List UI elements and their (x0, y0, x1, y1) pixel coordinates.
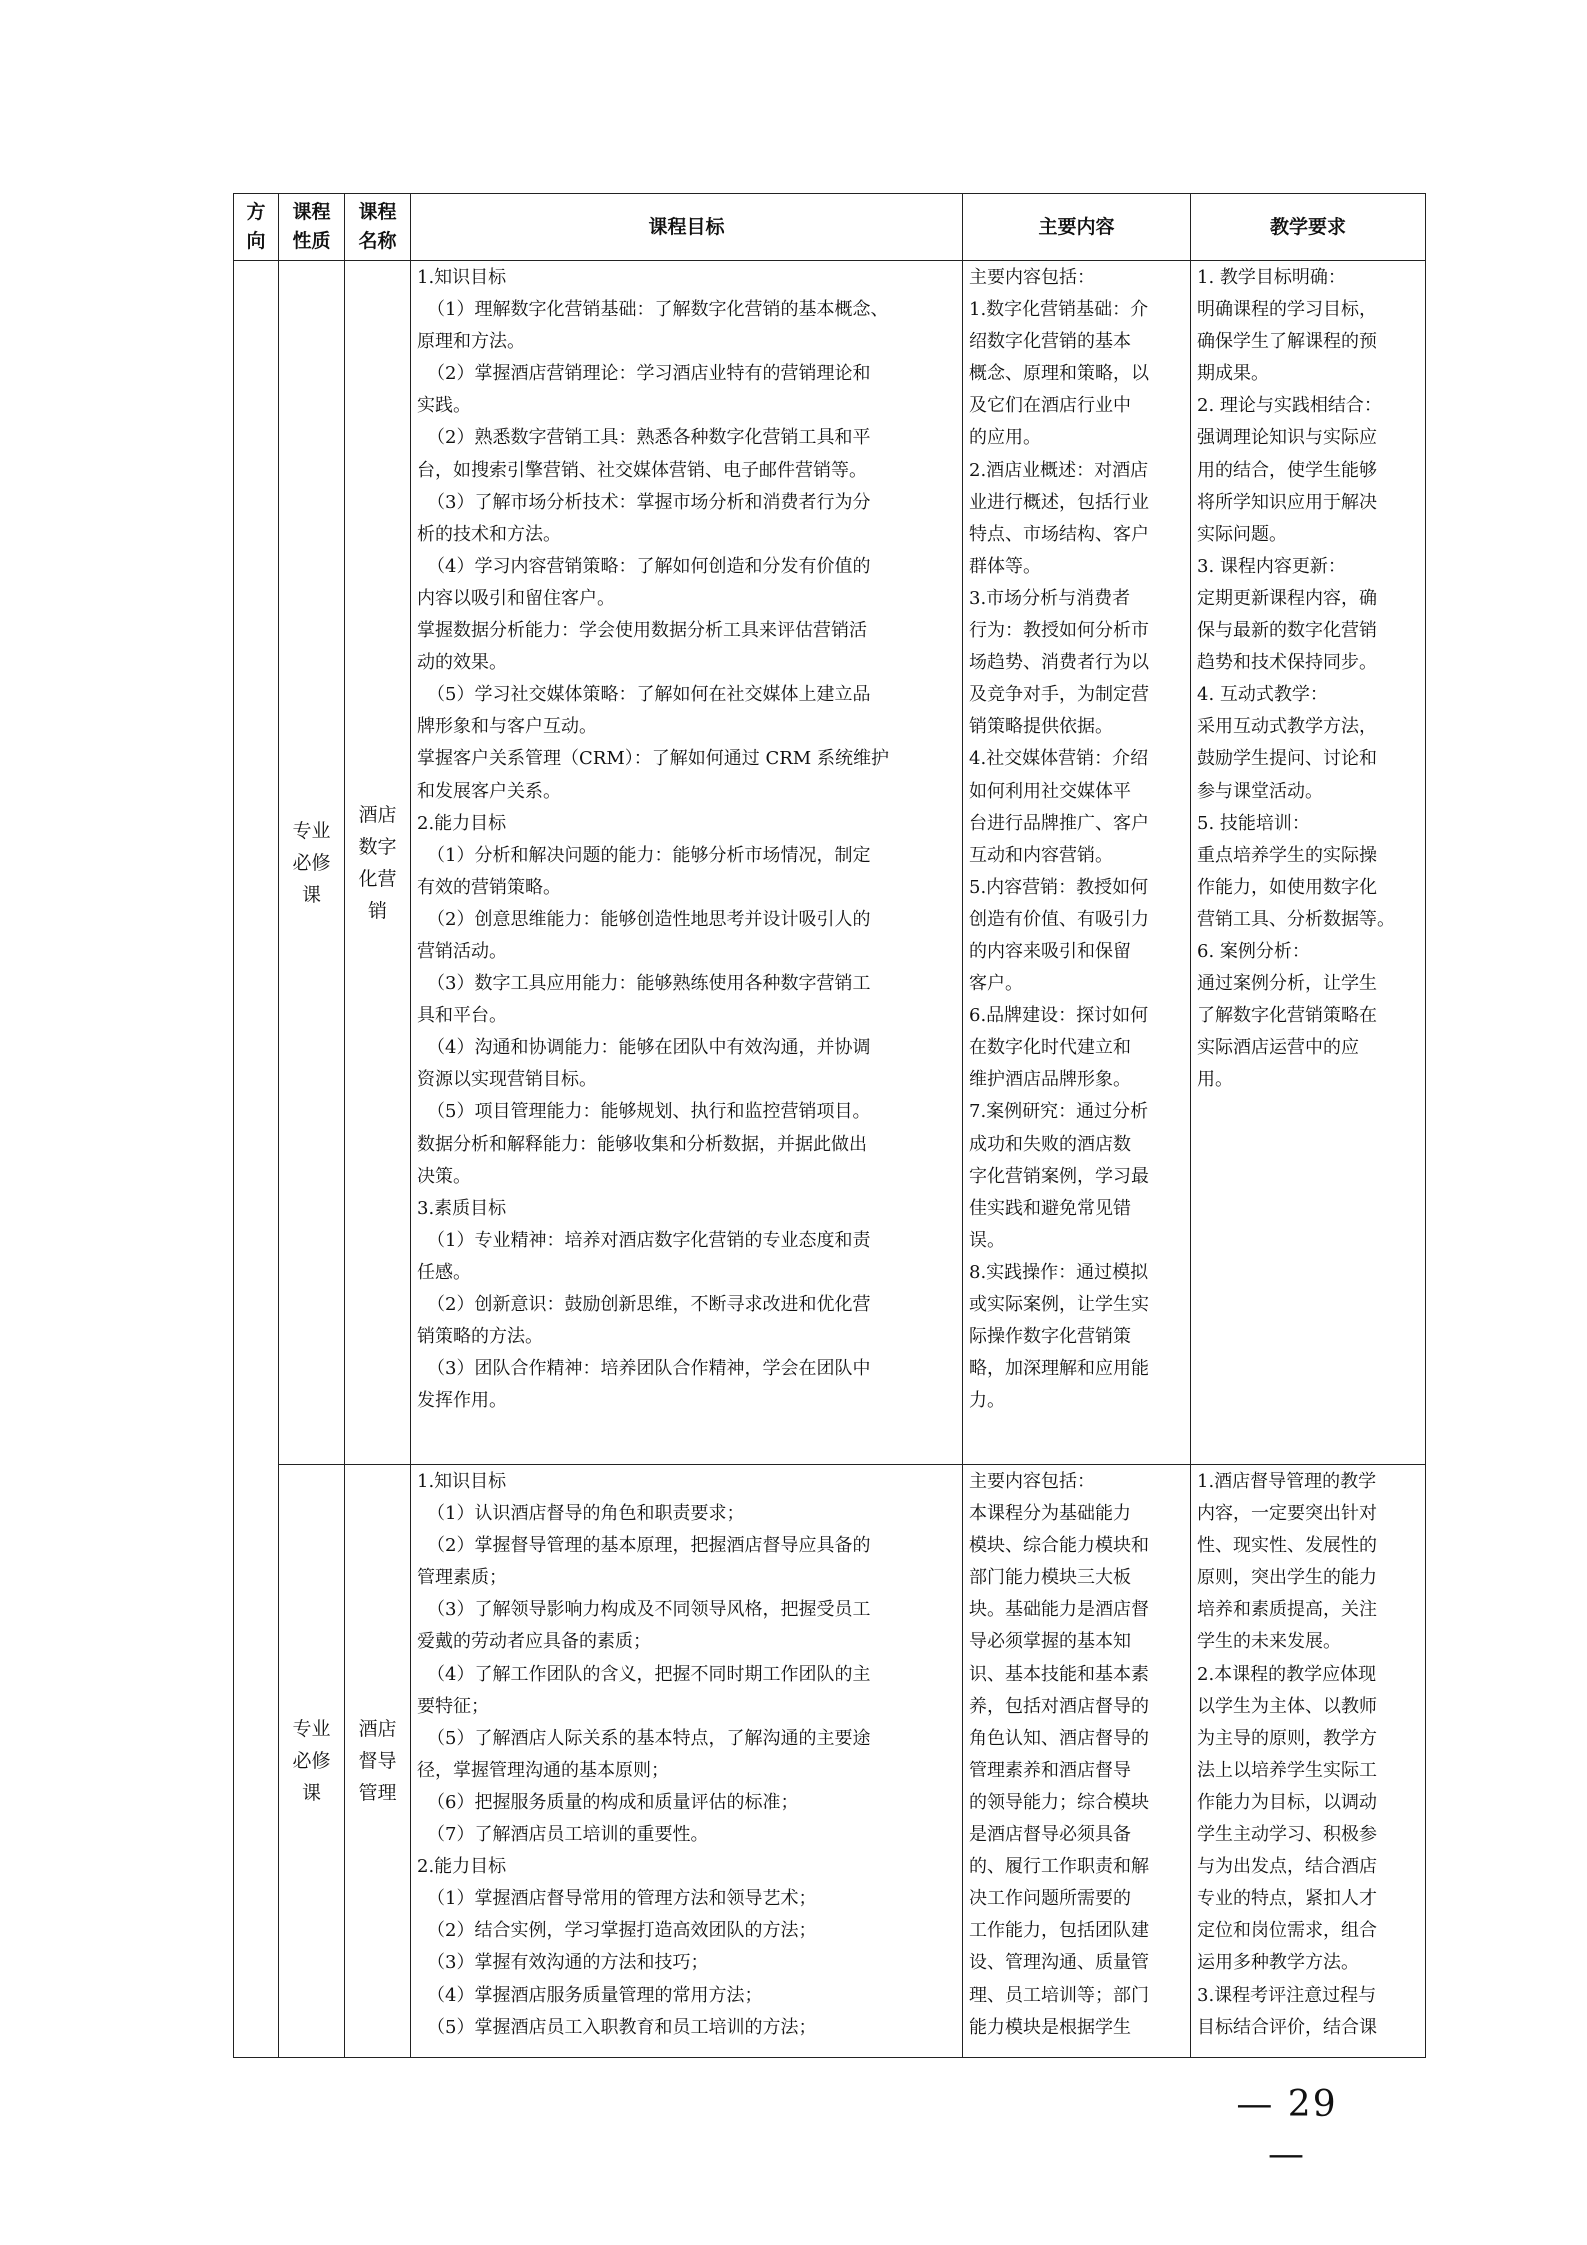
text-line: 实际酒店运营中的应 (1197, 1037, 1359, 1059)
text-line: 任感。 (417, 1261, 471, 1283)
text-line: 为主导的原则，教学方 (1197, 1727, 1377, 1749)
text-line: 动的效果。 (417, 652, 507, 674)
text-line: 通过案例分析，让学生 (1197, 973, 1377, 995)
header-row (234, 194, 1426, 261)
course-goals-cell (411, 1465, 963, 2058)
text-line: 2.能力目标 (417, 812, 507, 834)
text-line: （4）了解工作团队的含义，把握不同时期工作团队的主 (427, 1663, 871, 1685)
text-line: 设、管理沟通、质量管 (969, 1952, 1149, 1974)
course-nature-cell: 专业 必修 课 (279, 261, 345, 1465)
text-line: 定位和岗位需求，组合 (1197, 1920, 1377, 1942)
text-line: （4）沟通和协调能力：能够在团队中有效沟通，并协调 (427, 1037, 871, 1059)
text-line: 客户。 (969, 973, 1023, 995)
text-line: 3.市场分析与消费者 (969, 587, 1131, 609)
text-line: （5）学习社交媒体策略：了解如何在社交媒体上建立品 (427, 684, 871, 706)
text-line: （1）理解数字化营销基础：了解数字化营销的基本概念、 (427, 299, 889, 321)
text-line: 2.本课程的教学应体现 (1197, 1663, 1377, 1685)
text-line: 是酒店督导必须具备 (969, 1824, 1131, 1846)
text-line: 如何利用社交媒体平 (969, 780, 1131, 802)
text-line: （4）掌握酒店服务质量管理的常用方法； (427, 1984, 763, 2006)
text-line: 数据分析和解释能力：能够收集和分析数据，并据此做出 (417, 1133, 867, 1155)
teaching-requirements-cell (1191, 261, 1426, 1465)
text-line: 7.案例研究：通过分析 (969, 1101, 1149, 1123)
text-line: （4）学习内容营销策略：了解如何创造和分发有价值的 (427, 555, 871, 577)
text-line: 径，掌握管理沟通的基本原则； (417, 1759, 669, 1781)
text-line: 用的结合，使学生能够 (1197, 459, 1377, 481)
text-line: 5. 技能培训： (1197, 812, 1310, 834)
text-line: 资源以实现营销目标。 (417, 1069, 597, 1091)
text-line: 导必须掌握的基本知 (969, 1631, 1131, 1653)
text-line: 本课程分为基础能力 (969, 1503, 1131, 1525)
text-line: 略，加深理解和应用能 (969, 1358, 1149, 1380)
text-line: 模块、综合能力模块和 (969, 1535, 1149, 1557)
table-row (234, 1465, 1426, 2058)
text-line: 学生主动学习、积极参 (1197, 1824, 1377, 1846)
text-line: 用。 (1197, 1069, 1233, 1091)
text-line: 力。 (969, 1390, 1005, 1412)
header-main-content: 主要内容 (963, 194, 1191, 261)
direction-cell (234, 261, 279, 2058)
text-line: （6）把握服务质量的构成和质量评估的标准； (427, 1791, 799, 1813)
text-line: 维护酒店品牌形象。 (969, 1069, 1131, 1091)
text-line: 2. 理论与实践相结合： (1197, 395, 1382, 417)
text-line: 行为：教授如何分析市 (969, 620, 1149, 642)
text-line: 实践。 (417, 395, 471, 417)
text-line: （3）了解领导影响力构成及不同领导风格，把握受员工 (427, 1599, 871, 1621)
text-line: 及它们在酒店行业中 (969, 395, 1131, 417)
text-line: 趋势和技术保持同步。 (1197, 652, 1377, 674)
text-line: 以学生为主体、以教师 (1197, 1695, 1377, 1717)
text-line: 4.社交媒体营销：介绍 (969, 748, 1149, 770)
text-line: 原理和方法。 (417, 331, 525, 353)
text-line: 1.知识目标 (417, 1471, 507, 1492)
text-line: 台，如搜索引擎营销、社交媒体营销、电子邮件营销等。 (417, 459, 867, 481)
text-line: 2.酒店业概述：对酒店 (969, 459, 1149, 481)
header-course-goals: 课程目标 (411, 194, 963, 261)
text-line: 3.课程考评注意过程与 (1197, 1984, 1377, 2006)
text-line: 际操作数字化营销策 (969, 1326, 1131, 1348)
text-line: 掌握客户关系管理（CRM）：了解如何通过 CRM 系统维护 (417, 748, 889, 770)
text-line: 与为出发点，结合酒店 (1197, 1856, 1377, 1878)
text-line: 定期更新课程内容，确 (1197, 587, 1377, 609)
text-line: 主要内容包括： (969, 1471, 1095, 1492)
text-line: 决工作问题所需要的 (969, 1888, 1131, 1910)
text-line: 明确课程的学习目标， (1197, 299, 1377, 321)
text-line: 识、基本技能和基本素 (969, 1663, 1149, 1685)
text-line: 或实际案例，让学生实 (969, 1294, 1149, 1315)
text-line: 析的技术和方法。 (417, 523, 561, 545)
text-line: 的、履行工作职责和解 (969, 1856, 1149, 1878)
text-line: （1）分析和解决问题的能力：能够分析市场情况，制定 (427, 844, 871, 866)
text-line: 重点培养学生的实际操 (1197, 844, 1377, 866)
text-line: 场趋势、消费者行为以 (969, 652, 1149, 674)
text-line: 块。基础能力是酒店督 (969, 1599, 1149, 1621)
teaching-requirements-cell (1191, 1465, 1426, 2058)
text-line: （2）掌握督导管理的基本原理，把握酒店督导应具备的 (427, 1535, 871, 1557)
text-line: 掌握数据分析能力：学会使用数据分析工具来评估营销活 (417, 620, 867, 642)
text-line: 1.酒店督导管理的教学 (1197, 1471, 1377, 1492)
text-line: 创造有价值、有吸引力 (969, 908, 1149, 930)
text-line: （2）掌握酒店营销理论：学习酒店业特有的营销理论和 (427, 363, 871, 385)
text-line: （2）创意思维能力：能够创造性地思考并设计吸引人的 (427, 908, 871, 930)
text-line: 采用互动式教学方法， (1197, 716, 1377, 738)
text-line: 管理素养和酒店督导 (969, 1759, 1131, 1781)
text-line: 原则，突出学生的能力 (1197, 1567, 1377, 1589)
header-direction: 方 向 (234, 194, 279, 261)
header-course-nature: 课程 性质 (279, 194, 345, 261)
text-line: 培养和素质提高，关注 (1197, 1599, 1377, 1621)
text-line: （5）项目管理能力：能够规划、执行和监控营销项目。 (427, 1101, 871, 1123)
text-line: 1.知识目标 (417, 267, 507, 288)
text-line: （1）认识酒店督导的角色和职责要求； (427, 1503, 745, 1525)
text-line: 6. 案例分析： (1197, 940, 1310, 962)
text-line: 在数字化时代建立和 (969, 1037, 1131, 1059)
text-line: 绍数字化营销的基本 (969, 331, 1131, 353)
course-table (233, 193, 1426, 2058)
text-line: 养，包括对酒店督导的 (969, 1695, 1149, 1717)
text-line: 的领导能力；综合模块 (969, 1791, 1149, 1813)
text-line: 1. 教学目标明确： (1197, 267, 1346, 288)
text-line: 佳实践和避免常见错 (969, 1197, 1131, 1219)
text-line: 运用多种教学方法。 (1197, 1952, 1359, 1974)
header-teaching-requirements: 教学要求 (1191, 194, 1426, 261)
text-line: 8.实践操作：通过模拟 (969, 1261, 1149, 1283)
text-line: 部门能力模块三大板 (969, 1567, 1131, 1589)
text-line: 3.素质目标 (417, 1197, 507, 1219)
text-line: 3. 课程内容更新： (1197, 555, 1346, 577)
text-line: 决策。 (417, 1165, 471, 1187)
text-line: 保与最新的数字化营销 (1197, 620, 1377, 642)
text-line: 误。 (969, 1229, 1005, 1251)
header-course-name: 课程 名称 (345, 194, 411, 261)
text-line: （3）了解市场分析技术：掌握市场分析和消费者行为分 (427, 491, 871, 513)
text-line: 字化营销案例，学习最 (969, 1165, 1149, 1187)
text-line: 作能力为目标，以调动 (1197, 1791, 1377, 1813)
text-line: 学生的未来发展。 (1197, 1631, 1341, 1653)
text-line: 作能力，如使用数字化 (1197, 876, 1377, 898)
text-line: 销策略提供依据。 (969, 716, 1113, 738)
course-name-cell: 酒店 数字 化营 销 (345, 261, 411, 1465)
text-line: 管理素质； (417, 1567, 507, 1589)
text-line: 理、员工培训等；部门 (969, 1984, 1149, 2006)
text-line: （1）专业精神：培养对酒店数字化营销的专业态度和责 (427, 1229, 871, 1251)
text-line: 鼓励学生提问、讨论和 (1197, 748, 1377, 770)
text-line: 5.内容营销：教授如何 (969, 876, 1149, 898)
main-content-cell (963, 261, 1191, 1465)
text-line: 了解数字化营销策略在 (1197, 1005, 1377, 1027)
text-line: （2）熟悉数字营销工具：熟悉各种数字化营销工具和平 (427, 427, 871, 449)
text-line: 目标结合评价，结合课 (1197, 2016, 1377, 2038)
text-line: 发挥作用。 (417, 1390, 507, 1412)
text-line: 法上以培养学生实际工 (1197, 1759, 1377, 1781)
text-line: 销策略的方法。 (417, 1326, 543, 1348)
text-line: 期成果。 (1197, 363, 1269, 385)
text-line: （1）掌握酒店督导常用的管理方法和领导艺术； (427, 1888, 817, 1910)
text-line: （3）数字工具应用能力：能够熟练使用各种数字营销工 (427, 973, 871, 995)
text-line: （5）了解酒店人际关系的基本特点，了解沟通的主要途 (427, 1727, 871, 1749)
text-line: 将所学知识应用于解决 (1197, 491, 1377, 513)
text-line: 能力模块是根据学生 (969, 2016, 1131, 2038)
text-line: 营销活动。 (417, 940, 507, 962)
text-line: 内容，一定要突出针对 (1197, 1503, 1377, 1525)
text-line: （3）团队合作精神：培养团队合作精神，学会在团队中 (427, 1358, 871, 1380)
text-line: 业进行概述，包括行业 (969, 491, 1149, 513)
text-line: 的应用。 (969, 427, 1041, 449)
text-line: （5）掌握酒店员工入职教育和员工培训的方法； (427, 2016, 817, 2038)
text-line: 工作能力，包括团队建 (969, 1920, 1149, 1942)
text-line: 性、现实性、发展性的 (1197, 1535, 1377, 1557)
text-line: 爱戴的劳动者应具备的素质； (417, 1631, 651, 1653)
text-line: 确保学生了解课程的预 (1197, 331, 1377, 353)
text-line: 群体等。 (969, 555, 1041, 577)
text-line: 概念、原理和策略，以 (969, 363, 1149, 385)
course-nature-cell: 专业 必修 课 (279, 1465, 345, 2058)
course-name-cell: 酒店 督导 管理 (345, 1465, 411, 2058)
text-line: 4. 互动式教学： (1197, 684, 1328, 706)
text-line: 强调理论知识与实际应 (1197, 427, 1377, 449)
course-goals-cell (411, 261, 963, 1465)
text-line: 的内容来吸引和保留 (969, 940, 1131, 962)
text-line: 6.品牌建设：探讨如何 (969, 1005, 1149, 1027)
text-line: 台进行品牌推广、客户 (969, 812, 1149, 834)
text-line: 牌形象和与客户互动。 (417, 716, 597, 738)
text-line: 实际问题。 (1197, 523, 1287, 545)
text-line: 专业的特点，紧扣人才 (1197, 1888, 1377, 1910)
text-line: 和发展客户关系。 (417, 780, 561, 802)
page-number: — 29 — (1236, 2084, 1338, 2175)
text-line: 角色认知、酒店督导的 (969, 1727, 1149, 1749)
main-content-cell (963, 1465, 1191, 2058)
text-line: 及竞争对手，为制定营 (969, 684, 1149, 706)
text-line: 特点、市场结构、客户 (969, 523, 1149, 545)
text-line: （2）结合实例，学习掌握打造高效团队的方法； (427, 1920, 817, 1942)
text-line: 成功和失败的酒店数 (969, 1133, 1131, 1155)
text-line: 内容以吸引和留住客户。 (417, 587, 615, 609)
text-line: （2）创新意识：鼓励创新思维，不断寻求改进和优化营 (427, 1294, 871, 1315)
text-line: 1.数字化营销基础：介 (969, 299, 1149, 321)
text-line: 参与课堂活动。 (1197, 780, 1323, 802)
text-line: 互动和内容营销。 (969, 844, 1113, 866)
text-line: 具和平台。 (417, 1005, 507, 1027)
text-line: 2.能力目标 (417, 1856, 507, 1878)
text-line: 要特征； (417, 1695, 489, 1717)
table-row (234, 261, 1426, 1465)
text-line: （7）了解酒店员工培训的重要性。 (427, 1824, 709, 1846)
text-line: 有效的营销策略。 (417, 876, 561, 898)
text-line: （3）掌握有效沟通的方法和技巧； (427, 1952, 709, 1974)
text-line: 主要内容包括： (969, 267, 1095, 288)
text-line: 营销工具、分析数据等。 (1197, 908, 1395, 930)
